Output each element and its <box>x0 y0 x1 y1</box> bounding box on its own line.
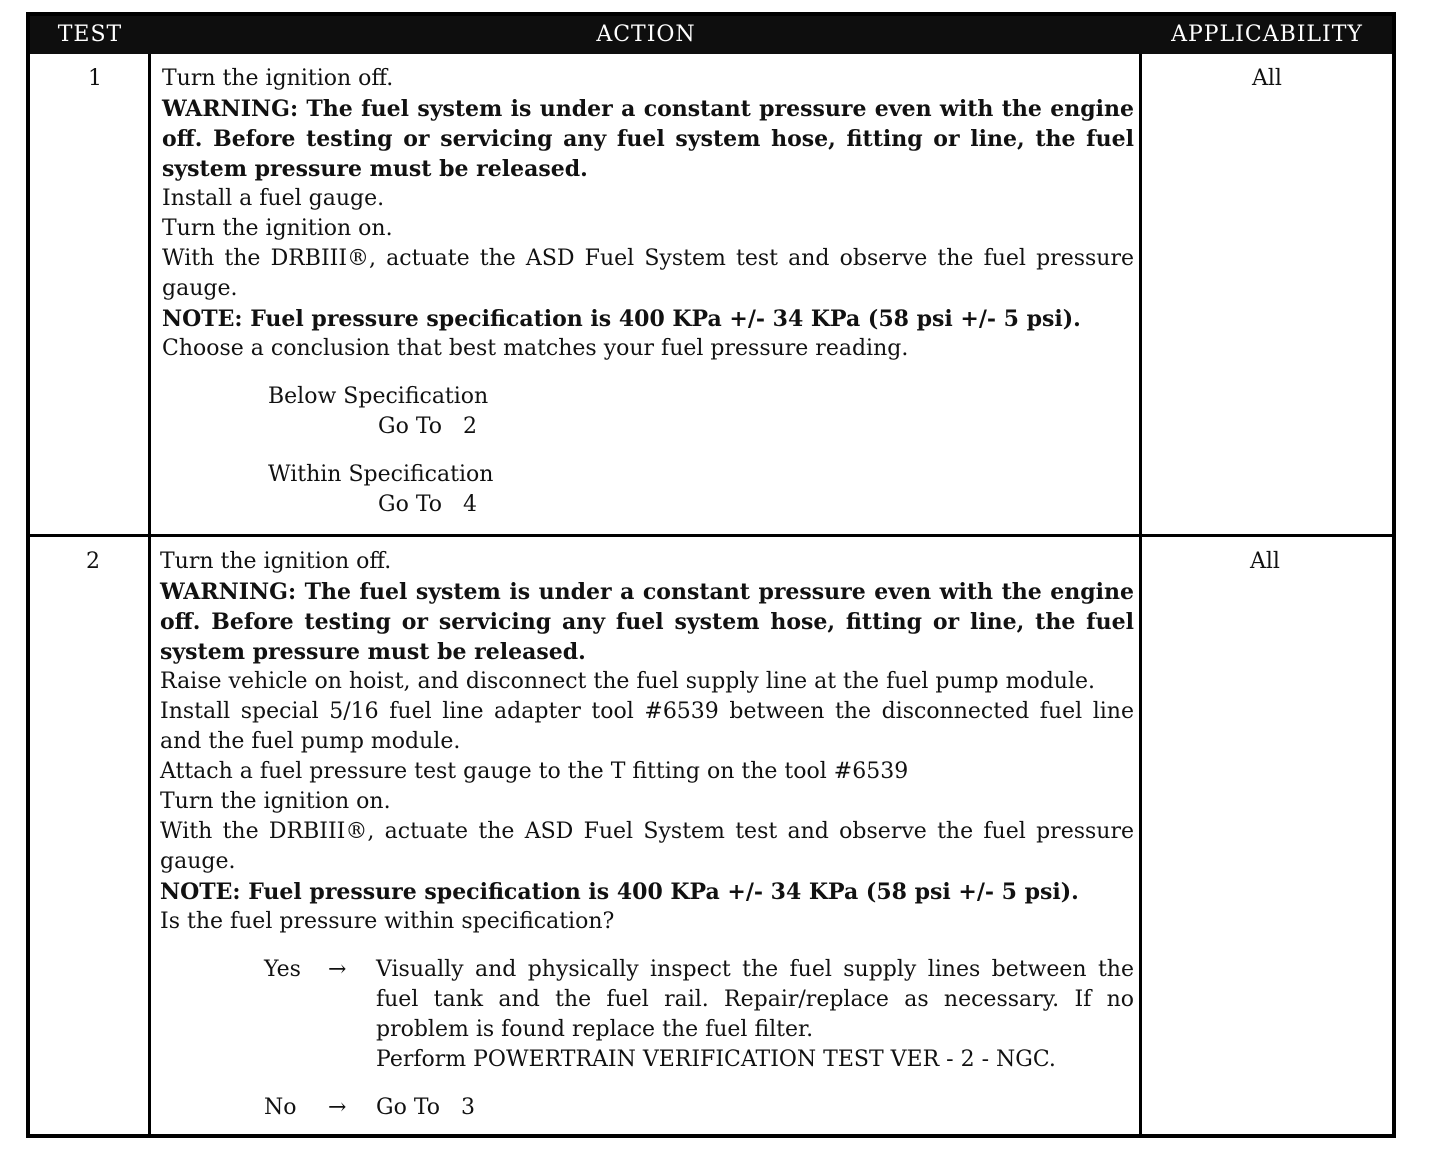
step-text: Turn the ignition on. <box>160 789 391 814</box>
step-text: Install special 5/16 fuel line adapter tool #6539 between the disconnected fuel line and the fuel pump module. <box>160 699 1134 754</box>
step-text: Install a fuel gauge. <box>162 186 385 211</box>
step-text: With the DRBIII®, actuate the ASD Fuel System test and observe the fuel pressure gauge. <box>162 246 1134 301</box>
answer-yes <box>160 955 1134 1075</box>
header-test: TEST <box>57 22 123 47</box>
test-number: 1 <box>88 66 102 91</box>
question-text: Is the fuel pressure within specification? <box>160 909 615 934</box>
header-action: ACTION <box>596 22 696 47</box>
column-divider <box>1139 54 1142 1138</box>
step-text: With the DRBIII®, actuate the ASD Fuel System test and observe the fuel pressure gauge. <box>160 819 1134 874</box>
step-text: Turn the ignition off. <box>162 66 394 91</box>
warning-text: WARNING: The fuel system is under a constant pressure even with the engine off. Before testing or servicing any fuel system hose, fitting or line, the fuel system pressure must be released. <box>162 96 1134 182</box>
step-text: Turn the ignition on. <box>162 216 393 241</box>
choice-label: Within Specification <box>268 462 494 487</box>
answer-no <box>160 1093 1134 1123</box>
diagnostic-table <box>26 12 1396 1138</box>
arrow-icon: → <box>328 957 347 982</box>
answer-text: Visually and physically inspect the fuel supply lines between the fuel tank and the fuel rail. Repair/replace as necessary. If no problem is found replace the fuel filter. <box>376 957 1134 1042</box>
answer-label: Yes <box>264 957 301 982</box>
verification-link[interactable]: Perform POWERTRAIN VERIFICATION TEST VER - 2 - NGC. <box>376 1047 1056 1072</box>
header-applicability: APPLICABILITY <box>1171 22 1363 47</box>
choice-label: Below Specification <box>268 384 489 409</box>
row-divider <box>30 534 1392 537</box>
goto-link[interactable]: Go To 4 <box>378 492 477 517</box>
note-text: NOTE: Fuel pressure specification is 400 KPa +/- 34 KPa (58 psi +/- 5 psi). <box>160 879 1079 905</box>
question-text: Choose a conclusion that best matches your fuel pressure reading. <box>162 336 909 361</box>
answer-label: No <box>264 1095 297 1120</box>
action-cell <box>162 64 1134 520</box>
note-text: NOTE: Fuel pressure specification is 400 KPa +/- 34 KPa (58 psi +/- 5 psi). <box>162 306 1081 332</box>
goto-link[interactable]: Go To 3 <box>376 1095 475 1120</box>
column-divider <box>148 54 151 1138</box>
applicability-value: All <box>1250 549 1280 574</box>
step-text: Raise vehicle on hoist, and disconnect the fuel supply line at the fuel pump module. <box>160 669 1096 694</box>
step-text: Attach a fuel pressure test gauge to the T fitting on the tool #6539 <box>160 759 909 784</box>
table-header <box>30 16 1392 54</box>
goto-link[interactable]: Go To 2 <box>378 414 477 439</box>
warning-text: WARNING: The fuel system is under a constant pressure even with the engine off. Before testing or servicing any fuel system hose, fitting or line, the fuel system pressure must be released. <box>160 579 1134 665</box>
test-number: 2 <box>86 549 100 574</box>
applicability-value: All <box>1252 66 1282 91</box>
arrow-icon: → <box>328 1095 347 1120</box>
action-cell <box>160 547 1134 1123</box>
step-text: Turn the ignition off. <box>160 549 392 574</box>
